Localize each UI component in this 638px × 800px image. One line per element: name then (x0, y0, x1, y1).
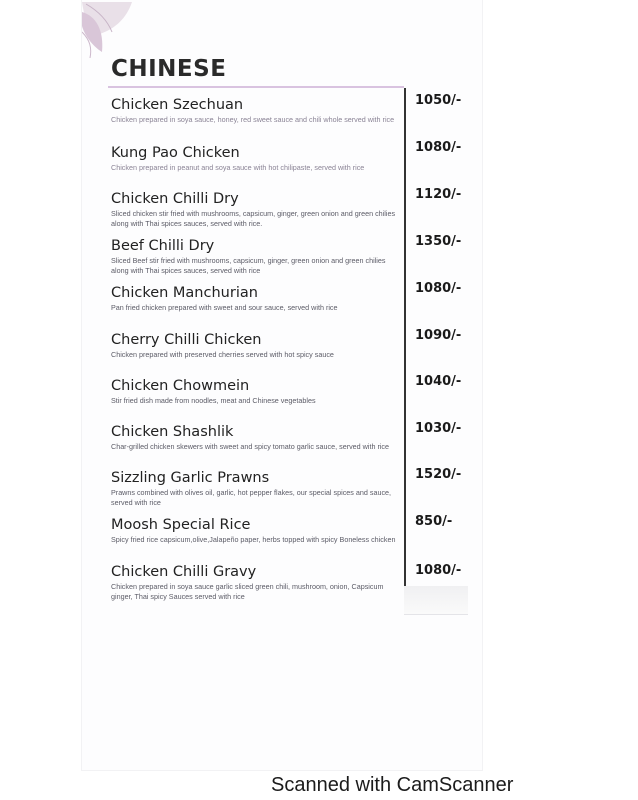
item-name: Kung Pao Chicken (111, 145, 240, 161)
item-description: Stir fried dish made from noodles, meat and Chinese vegetables (111, 396, 316, 405)
item-description: Chicken prepared with preserved cherries served with hot spicy sauce (111, 350, 334, 359)
price-column-footer (404, 586, 468, 615)
item-name: Chicken Chilli Gravy (111, 564, 257, 580)
menu-item (111, 377, 401, 406)
menu-item (111, 563, 401, 601)
item-name: Beef Chilli Dry (111, 238, 215, 254)
section-title: CHINESE (111, 56, 227, 82)
leaf-icon (82, 2, 132, 58)
item-price: 1090/- (415, 328, 462, 343)
item-name: Chicken Shashlik (111, 424, 234, 440)
item-name: Chicken Szechuan (111, 97, 244, 113)
item-description: Sliced Beef stir fried with mushrooms, capsicum, ginger, green onion and green chilies along with Thai spices sauces, served with rice (111, 256, 386, 275)
item-name: Sizzling Garlic Prawns (111, 470, 270, 486)
price-column-divider (404, 88, 406, 588)
item-price: 1040/- (415, 374, 462, 389)
menu-item (111, 423, 401, 452)
item-price: 1080/- (415, 563, 462, 578)
menu-item (111, 190, 401, 228)
menu-item (111, 469, 401, 507)
scanner-watermark: Scanned with CamScanner (271, 774, 514, 796)
menu-item (111, 284, 401, 313)
title-underline (108, 86, 404, 88)
item-description: Chicken prepared in peanut and soya sauce with hot chilipaste, served with rice (111, 163, 365, 172)
item-name: Moosh Special Rice (111, 517, 251, 533)
item-name: Chicken Chilli Dry (111, 191, 239, 207)
menu-item (111, 144, 401, 173)
item-price: 1120/- (415, 187, 462, 202)
menu-item (111, 96, 401, 125)
item-description: Chicken prepared in soya sauce garlic sliced green chili, mushroom, onion, Capsicum ginger, Thai spicy Sauces served with rice (111, 582, 384, 601)
item-description: Spicy fried rice capsicum,olive,Jalapeño paper, herbs topped with spicy Boneless chicken (111, 535, 396, 544)
item-price: 850/- (415, 514, 453, 529)
item-price: 1080/- (415, 140, 462, 155)
menu-item (111, 516, 401, 545)
item-description: Pan fried chicken prepared with sweet and sour sauce, served with rice (111, 303, 338, 312)
item-description: Char-grilled chicken skewers with sweet and spicy tomato garlic sauce, served with rice (111, 442, 390, 451)
item-description: Prawns combined with olives oil, garlic, hot pepper flakes, our special spices and sauce, served with rice (111, 488, 392, 507)
item-name: Chicken Chowmein (111, 378, 250, 394)
menu-item (111, 331, 401, 360)
item-description: Chicken prepared in soya sauce, honey, red sweet sauce and chili whole served with rice (111, 115, 395, 124)
item-description: Sliced chicken stir fried with mushrooms, capsicum, ginger, green onion and green chilies along with Thai spices sauces, served with rice. (111, 209, 396, 228)
item-price: 1080/- (415, 281, 462, 296)
item-name: Cherry Chilli Chicken (111, 332, 262, 348)
item-price: 1350/- (415, 234, 462, 249)
item-name: Chicken Manchurian (111, 285, 258, 301)
menu-item (111, 237, 401, 275)
item-price: 1520/- (415, 467, 462, 482)
item-price: 1050/- (415, 93, 462, 108)
item-price: 1030/- (415, 421, 462, 436)
